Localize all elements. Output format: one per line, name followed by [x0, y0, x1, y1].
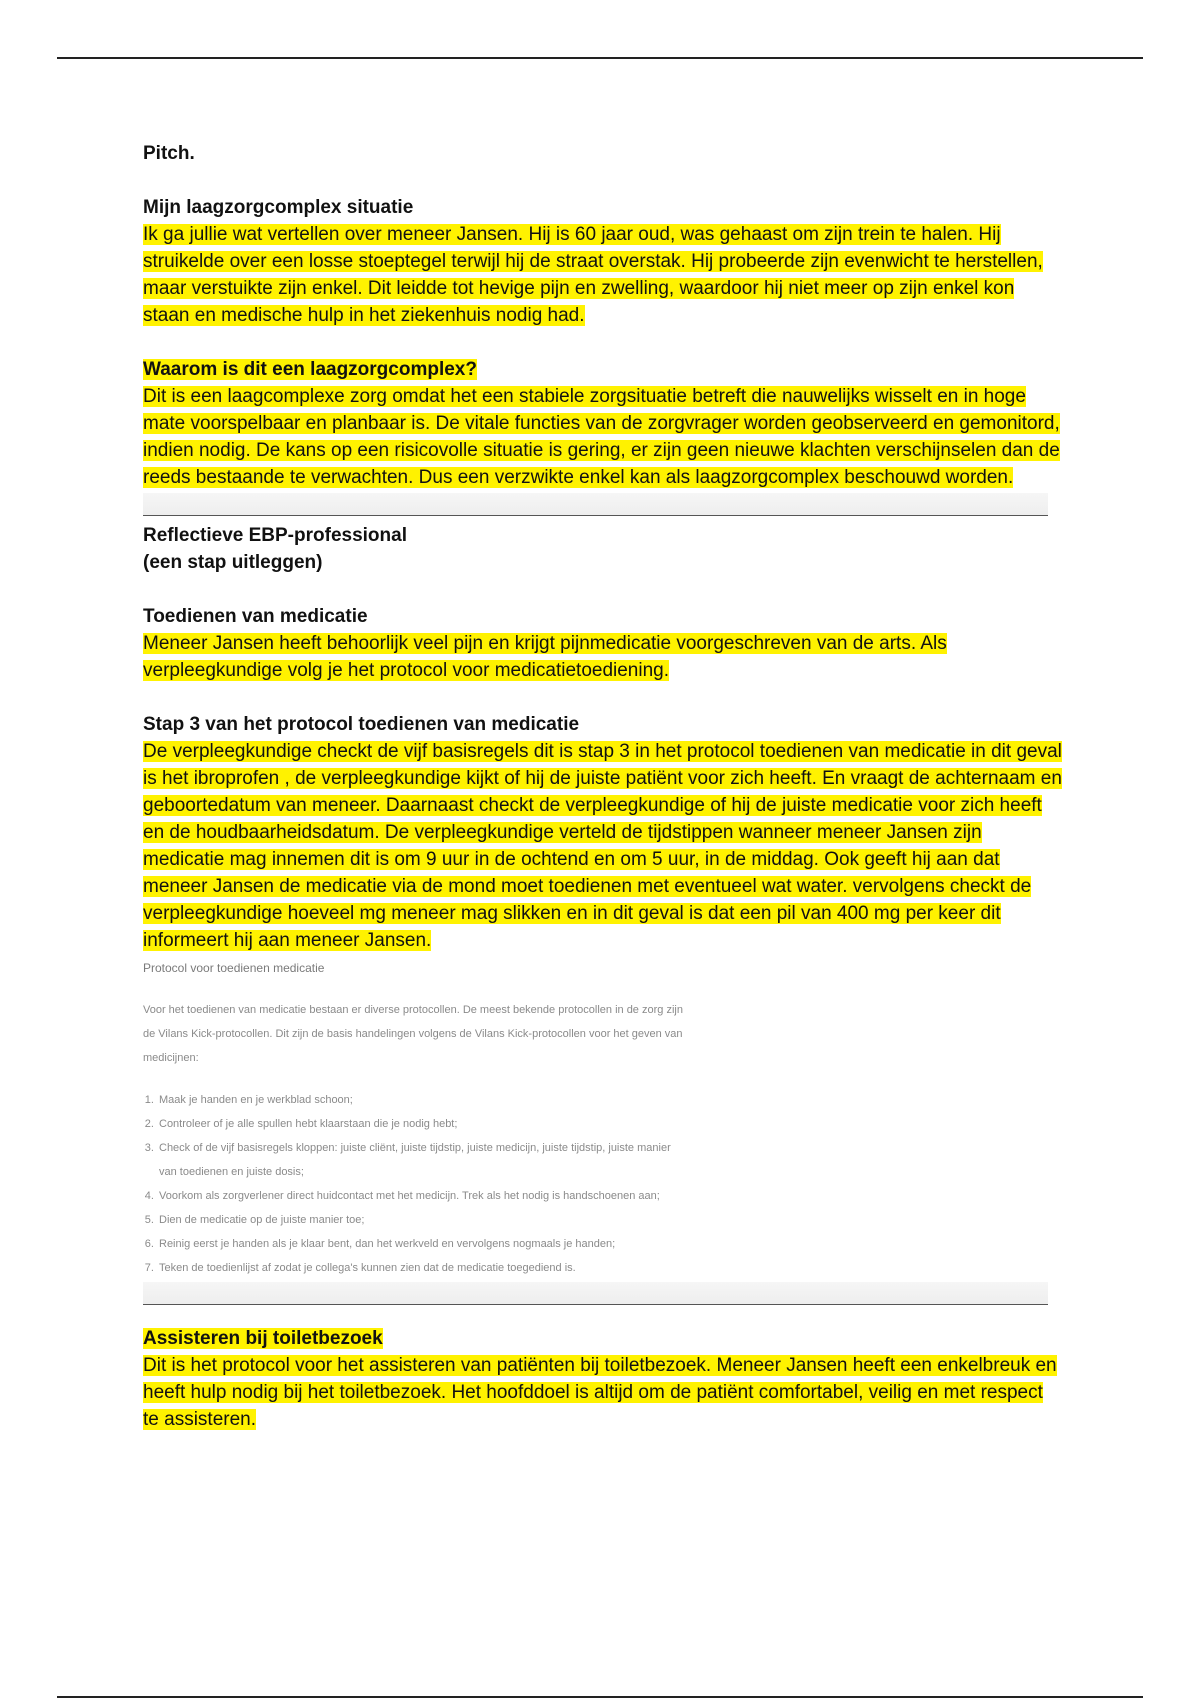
protocol-step: 7. Teken de toedienlijst af zodat je collega's kunnen zien dat de medicatie toegediend is. [157, 1256, 683, 1280]
protocol-step: 3. Check of de vijf basisregels kloppen: juiste cliënt, juiste tijdstip, juiste medicijn, juiste tijdstip, juiste manier van toedienen en juiste dosis; [157, 1136, 683, 1184]
highlighted-text: Meneer Jansen heeft behoorlijk veel pijn en krijgt pijnmedicatie voorgeschreven van de arts. Als verpleegkundige volg je het protocol voor medicatietoediening. [143, 633, 947, 681]
section-title-waarom [143, 356, 1063, 383]
section-title-situatie: Mijn laagzorgcomplex situatie [143, 197, 414, 218]
section-separator [143, 493, 1048, 516]
page-bottom-rule [57, 1696, 1143, 1698]
protocol-intro: Voor het toedienen van medicatie bestaan er diverse protocollen. De meest bekende protocollen in de zorg zijn de Vilans Kick-protocollen. Dit zijn de basis handelingen volgens de Vilans Kick-protocollen voor het geven van medicijnen: [143, 1004, 683, 1064]
highlighted-text: Ik ga jullie wat vertellen over meneer Jansen. Hij is 60 jaar oud, was gehaast om zijn trein te halen. Hij struikelde over een losse stoeptegel terwijl hij de straat overstak. Hij probeerde zijn evenwicht te herstellen, maar verstuikte zijn enkel. Dit leidde tot hevige pijn en zwelling, waardoor hij niet meer op zijn enkel kon staan en medische hulp in het ziekenhuis nodig had. [143, 224, 1043, 326]
protocol-step: 6. Reinig eerst je handen als je klaar bent, dan het werkveld en vervolgens nogmaals je handen; [157, 1232, 683, 1256]
highlighted-text: Dit is een laagcomplexe zorg omdat het een stabiele zorgsituatie betreft die nauwelijks wisselt en in hoge mate voorspelbaar en planbaar is. De vitale functies van de zorgvrager worden geobserveerd en gemonitord, indien nodig. De kans op een risicovolle situatie is gering, er zijn geen nieuwe klachten verschijnselen dan de reeds bestaande te verwachten. Dus een verzwikte enkel kan als laagzorgcomplex beschouwd worden. [143, 386, 1060, 488]
section-title-toedienen: Toedienen van medicatie [143, 606, 368, 627]
section-body-toedienen [143, 630, 1063, 684]
page-top-rule [57, 57, 1143, 59]
section-body-waarom [143, 383, 1063, 491]
highlighted-text: De verpleegkundige checkt de vijf basisregels dit is stap 3 in het protocol toedienen van medicatie in dit geval is het ibroprofen , de verpleegkundige kijkt of hij de juiste patiënt voor zich heeft. En vraagt de achternaam en geboortedatum van meneer. Daarnaast checkt de verpleegkundige of hij de juiste medicatie voor zich heeft en de houdbaarheidsdatum. De verpleegkundige verteld de tijdstippen wanneer meneer Jansen zijn medicatie mag innemen dit is om 9 uur in de ochtend en om 5 uur, in de middag. Ook geeft hij aan dat meneer Jansen de medicatie via de mond moet toedienen met eventueel wat water. vervolgens checkt de verpleegkundige hoeveel mg meneer mag slikken en in dit geval is dat een pil van 400 mg per keer dit informeert hij aan meneer Jansen. [143, 741, 1062, 951]
highlighted-heading: Waarom is dit een laagzorgcomplex? [143, 359, 477, 380]
section-body-stap3 [143, 738, 1063, 954]
section-title-toilet [143, 1325, 1063, 1352]
protocol-step: 4. Voorkom als zorgverlener direct huidcontact met het medicijn. Trek als het nodig is handschoenen aan; [157, 1184, 683, 1208]
section-subtitle-reflectieve: (een stap uitleggen) [143, 552, 323, 573]
protocol-excerpt-image [143, 956, 683, 1280]
document-body [143, 140, 1063, 1433]
page-heading: Pitch. [143, 143, 195, 164]
highlighted-text: Dit is het protocol voor het assisteren van patiënten bij toiletbezoek. Meneer Jansen heeft een enkelbreuk en heeft hulp nodig bij het toiletbezoek. Het hoofddoel is altijd om de patiënt comfortabel, veilig en met respect te assisteren. [143, 1355, 1057, 1430]
section-separator [143, 1282, 1048, 1305]
section-title-reflectieve: Reflectieve EBP-professional [143, 525, 407, 546]
highlighted-heading: Assisteren bij toiletbezoek [143, 1328, 383, 1349]
section-body-toilet [143, 1352, 1063, 1433]
protocol-step: 1. Maak je handen en je werkblad schoon; [157, 1088, 683, 1112]
section-title-stap3: Stap 3 van het protocol toedienen van medicatie [143, 714, 580, 735]
protocol-steps-list [143, 1088, 683, 1280]
protocol-step: 2. Controleer of je alle spullen hebt klaarstaan die je nodig hebt; [157, 1112, 683, 1136]
section-body-situatie [143, 221, 1063, 329]
protocol-title: Protocol voor toedienen medicatie [143, 961, 325, 975]
protocol-step: 5. Dien de medicatie op de juiste manier toe; [157, 1208, 683, 1232]
